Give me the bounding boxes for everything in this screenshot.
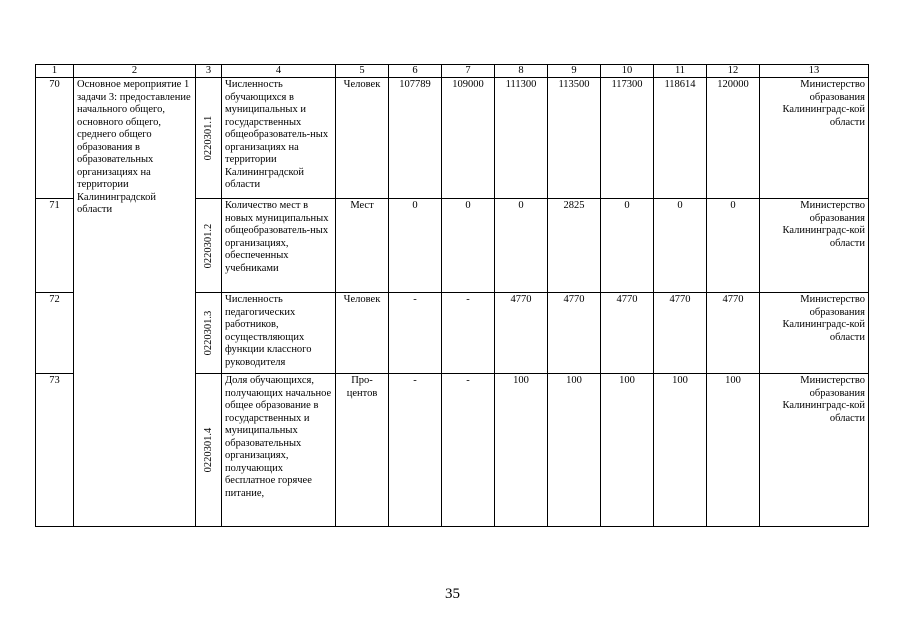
unit: Про-центов: [336, 374, 389, 527]
column-header: 2: [74, 65, 196, 78]
value-cell: 4770: [548, 293, 601, 374]
indicator-code: 0220301.4: [202, 427, 214, 473]
indicator-name: Количество мест в новых муниципальных общеобразователь-ных организациях, обеспеченных учебниками: [222, 199, 336, 293]
column-number-row: [36, 65, 869, 78]
value-cell: 111300: [495, 78, 548, 199]
value-cell: 100: [601, 374, 654, 527]
column-header: 11: [654, 65, 707, 78]
column-header: 4: [222, 65, 336, 78]
value-cell: 4770: [654, 293, 707, 374]
unit: Человек: [336, 293, 389, 374]
column-header: 5: [336, 65, 389, 78]
value-cell: 118614: [654, 78, 707, 199]
column-header: 7: [442, 65, 495, 78]
responsible: Министерство образования Калининградс-кой области: [760, 78, 869, 199]
value-cell: 4770: [601, 293, 654, 374]
column-header: 6: [389, 65, 442, 78]
indicator-code-cell: [196, 199, 222, 293]
value-cell: 117300: [601, 78, 654, 199]
indicator-name: Численность обучающихся в муниципальных и государственных общеобразователь-ных организациях на территории Калининградской области: [222, 78, 336, 199]
value-cell: 107789: [389, 78, 442, 199]
indicator-code: 0220301.1: [202, 115, 214, 161]
value-cell: 2825: [548, 199, 601, 293]
value-cell: 0: [442, 199, 495, 293]
indicators-table: [35, 64, 869, 527]
responsible: Министерство образования Калининградс-кой области: [760, 293, 869, 374]
value-cell: 0: [601, 199, 654, 293]
row-number: 71: [36, 199, 74, 293]
value-cell: -: [389, 374, 442, 527]
indicator-code: 0220301.3: [202, 310, 214, 356]
unit: Мест: [336, 199, 389, 293]
value-cell: -: [389, 293, 442, 374]
row-number: 73: [36, 374, 74, 527]
column-header: 13: [760, 65, 869, 78]
value-cell: 0: [495, 199, 548, 293]
value-cell: 100: [495, 374, 548, 527]
unit: Человек: [336, 78, 389, 199]
value-cell: 0: [707, 199, 760, 293]
column-header: 1: [36, 65, 74, 78]
group-name: Основное мероприятие 1 задачи 3: предоставление начального общего, основного общего, среднего общего образования в образовательных организациях на территории Калининградской области: [74, 78, 196, 527]
column-header: 3: [196, 65, 222, 78]
value-cell: 4770: [707, 293, 760, 374]
indicator-code-cell: [196, 374, 222, 527]
indicator-code-cell: [196, 78, 222, 199]
value-cell: 4770: [495, 293, 548, 374]
value-cell: 100: [548, 374, 601, 527]
column-header: 10: [601, 65, 654, 78]
value-cell: 0: [389, 199, 442, 293]
value-cell: 113500: [548, 78, 601, 199]
row-number: 70: [36, 78, 74, 199]
column-header: 8: [495, 65, 548, 78]
indicator-code-cell: [196, 293, 222, 374]
value-cell: -: [442, 374, 495, 527]
row-number: 72: [36, 293, 74, 374]
value-cell: 100: [654, 374, 707, 527]
value-cell: 120000: [707, 78, 760, 199]
value-cell: -: [442, 293, 495, 374]
indicator-name: Численность педагогических работников, осуществляющих функции классного руководителя: [222, 293, 336, 374]
column-header: 12: [707, 65, 760, 78]
value-cell: 109000: [442, 78, 495, 199]
value-cell: 0: [654, 199, 707, 293]
column-header: 9: [548, 65, 601, 78]
responsible: Министерство образования Калининградс-кой области: [760, 199, 869, 293]
indicator-code: 0220301.2: [202, 223, 214, 268]
value-cell: 100: [707, 374, 760, 527]
responsible: Министерство образования Калининградс-кой области: [760, 374, 869, 527]
table-row: [36, 78, 869, 199]
page-number: 35: [445, 586, 460, 602]
indicator-name: Доля обучающихся, получающих начальное общее образование в государственных и муниципальных образовательных организациях, получающих бесплатное горячее питание,: [222, 374, 336, 527]
